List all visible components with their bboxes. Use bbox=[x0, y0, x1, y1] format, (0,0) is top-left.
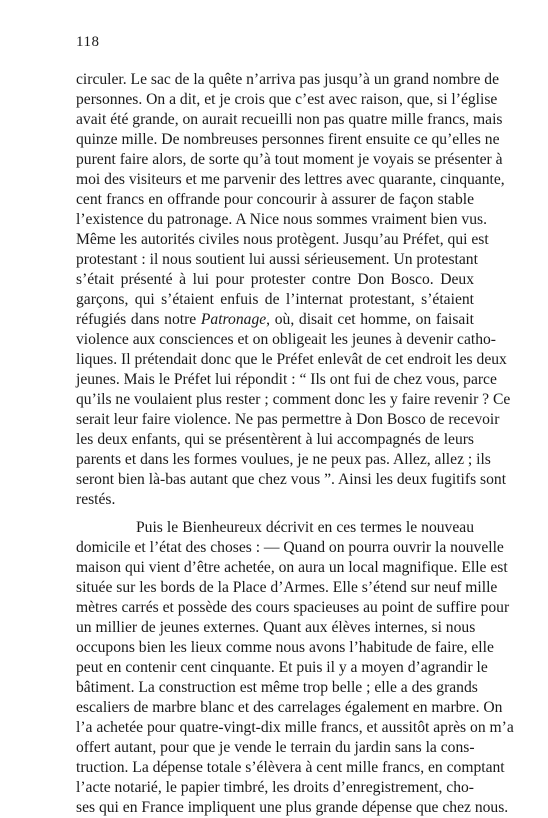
text-line: qu’ils ne voulaient plus rester ; comment donc les y faire revenir ? Ce bbox=[76, 391, 511, 408]
text-line: seront bien là-bas autant que chez vous ”. Ainsi les deux fugitifs sont bbox=[76, 471, 507, 488]
paragraph-gap bbox=[76, 510, 474, 518]
text-line: circuler. Le sac de la quête n’arriva pas jusqu’à un grand nombre de bbox=[76, 71, 500, 88]
text-line: serait leur faire violence. Ne pas permettre à Don Bosco de recevoir bbox=[76, 411, 500, 428]
text-line: liques. Il prétendait donc que le Préfet enlevât de cet endroit les deux bbox=[76, 351, 507, 368]
text-line: occupons bien les lieux comme nous avons l’habitude de faire, elle bbox=[76, 639, 494, 656]
text-line: domicile et l’état des choses : — Quand on pourra ouvrir la nouvelle bbox=[76, 539, 504, 556]
text-line: violence aux consciences et on obligeait les jeunes à devenir catho- bbox=[76, 331, 496, 348]
text-line: peut en contenir cent cinquante. Et puis il y a moyen d’agrandir le bbox=[76, 659, 488, 676]
text-line: cent francs en offrande pour concourir à assurer de façon stable bbox=[76, 191, 474, 208]
text-line: jeunes. Mais le Préfet lui répondit : “ Ils ont fui de chez vous, parce bbox=[76, 371, 497, 388]
text-line: l’acte notarié, le papier timbré, les droits d’enregistrement, cho- bbox=[76, 779, 474, 796]
text-line: personnes. On a dit, et je crois que c’est avec raison, que, si l’église bbox=[76, 91, 498, 108]
text-line: offert autant, pour que je vende le terrain du jardin sans la cons- bbox=[76, 739, 475, 756]
text-line: s’était présenté à lui pour protester contre Don Bosco. Deux bbox=[76, 271, 474, 288]
text-line: garçons, qui s’étaient enfuis de l’internat protestant, s’étaient bbox=[76, 291, 474, 308]
text-line: quinze mille. De nombreuses personnes firent ensuite ce qu’elles ne bbox=[76, 131, 500, 148]
body-text bbox=[76, 70, 514, 818]
text-line: escaliers de marbre blanc et des carrelages également en marbre. On bbox=[76, 699, 503, 716]
text-line: avait été grande, on aurait recueilli non pas quatre mille francs, mais bbox=[76, 111, 503, 128]
italic-word: Patronage bbox=[200, 311, 267, 328]
text-line: mètres carrés et possède des cours spacieuses au point de suffire pour bbox=[76, 599, 510, 616]
text-line: les deux enfants, qui se présentèrent à lui accompagnés de leurs bbox=[76, 431, 474, 448]
text-line: réfugiés dans notre Patronage, où, disait cet homme, on faisait bbox=[76, 311, 474, 328]
paragraph-1 bbox=[76, 70, 511, 510]
text-line: un millier de jeunes externes. Quant aux élèves internes, si nous bbox=[76, 619, 476, 636]
text-line: purent faire alors, de sorte qu’à tout moment je voyais se présenter à bbox=[76, 151, 503, 168]
text-line: protestant : il nous soutient lui aussi sérieusement. Un protestant bbox=[76, 251, 478, 268]
text-line: restés. bbox=[76, 491, 116, 508]
text-line: maison qui vient d’être achetée, on aura un local magnifique. Elle est bbox=[76, 559, 508, 576]
text-line: parents et dans les formes voulues, je ne peux pas. Allez, allez ; ils bbox=[76, 451, 491, 468]
text-line: située sur les bords de la Place d’Armes. Elle s’étend sur neuf mille bbox=[76, 579, 498, 596]
page-number: 118 bbox=[76, 34, 100, 50]
text-line: bâtiment. La construction est même trop belle ; elle a des grands bbox=[76, 679, 478, 696]
text-line: Puis le Bienheureux décrivit en ces termes le nouveau bbox=[136, 519, 474, 536]
paragraph-2 bbox=[76, 518, 514, 818]
text-line: Même les autorités civiles nous protègent. Jusqu’au Préfet, qui est bbox=[76, 231, 489, 248]
text-line: ses qui en France impliquent une plus grande dépense que chez nous. bbox=[76, 799, 509, 816]
text-line: moi des visiteurs et me parvenir des lettres avec quarante, cinquante, bbox=[76, 171, 505, 188]
text-line: l’existence du patronage. A Nice nous sommes vraiment bien vus. bbox=[76, 211, 487, 228]
text-line: truction. La dépense totale s’élèvera à cent mille francs, en comptant bbox=[76, 759, 505, 776]
text-line: l’a achetée pour quatre-vingt-dix mille francs, et aussitôt après on m’a bbox=[76, 719, 514, 736]
